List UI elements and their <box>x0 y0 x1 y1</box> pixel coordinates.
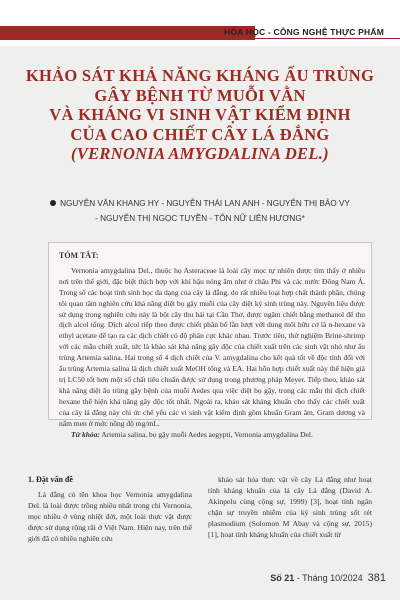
title-line: KHẢO SÁT KHẢ NĂNG KHÁNG ẤU TRÙNG <box>25 66 375 85</box>
abstract-box <box>48 242 372 439</box>
title-line: GÂY BỆNH TỪ MUỖI VẰN <box>94 85 306 105</box>
abstract-label: TÓM TẮT: <box>59 251 99 260</box>
title-line: VÀ KHÁNG VI SINH VẬT KIỂM ĐỊNH <box>49 105 351 124</box>
paragraph: khảo sát hóa thực vật về cây Lá đắng như hoạt tính kháng khuẩn của lá cây Lá đắng (David A. Akinpelu cùng cộng sự, 1999) [3], hoạt tính ngăn chặn sự truyền nhiễm của ký sinh trùng sốt rét plasmodium (Solomon M Abay và cộng sự, 2015) [1], hoạt tính kháng khuẩn của chiết xuất từ <box>208 475 372 539</box>
header-accent-strip <box>0 26 255 40</box>
right-column <box>208 474 372 540</box>
keywords <box>59 430 365 441</box>
page-number: 381 <box>367 572 386 584</box>
issue-date: - Tháng 10/2024 <box>294 573 363 583</box>
issue-number: Số 21 <box>270 573 295 583</box>
author-names: NGUYỄN VĂN KHANG HY - NGUYỄN THÁI LAN ANH - NGUYỄN THỊ BẢO VY <box>60 199 350 208</box>
section-heading: 1. Đặt vấn đề <box>28 475 73 484</box>
paragraph: Lá đắng có tên khoa học Vernonia amygdalina Del. là loài được trồng nhiều nhất trong chi Vernonia, mọc nhiều ở vùng nhiệt đới, một loài thực vật được được sử dụng rộng rãi ở Việt Nam. Hiện nay, trên thế giới đã có nhiều nghiên cứu <box>28 490 192 543</box>
header-rule <box>255 38 400 39</box>
article-title <box>0 66 400 164</box>
title-latin-name: (VERNONIA AMYGDALINA DEL.) <box>71 144 329 163</box>
section-name: HÓA HỌC - CÔNG NGHỆ THỰC PHẨM <box>224 27 384 37</box>
bullet-icon <box>50 200 56 206</box>
page-footer <box>270 572 386 584</box>
author-line: - NGUYỄN THỊ NGỌC TUYỀN - TÔN NỮ LIÊN HƯƠNG* <box>95 214 305 223</box>
keywords-text: Artemia salina, bọ gậy muỗi Aedes aegypti, Vernonia amygdalina Del. <box>101 429 313 439</box>
author-list <box>0 196 400 226</box>
title-line: CỦA CAO CHIẾT CÂY LÁ ĐẮNG <box>70 124 330 144</box>
abstract-text: Vernonia amygdalina Del., thuộc họ Asteraceae là loài cây mọc tự nhiên được tìm thấy ở nhiều nơi trên thế giới, đặc biệt thích hợp với khí hậu nóng ẩm như ở châu Phi và các nước Đông Nam Á. Trong số các hoạt tính sinh học đa dạng của cây lá đắng, do rất nhiều loại hợp chất thành phần, chúng tôi quan tâm nghiên cứu khả năng diệt bọ gậy muỗi của cây diệt ký sinh trùng này. Nguyên liệu được sử dụng trong nghiên cứu này là bột cây thu hái tại Cần Thơ, được ngâm chiết bằng methanol để thu dịch alcol tổng. Dịch alcol tiếp theo được chiết phân bố lần lượt với dung môi hữu cơ là n-hexane và ethyl acetate để tạo ra các dịch chiết có độ phân cực khác nhau. Trước tiên, thử nghiệm Brine-shrimp với các mẫu chiết xuất, tức là khảo sát khả năng gây độc của chiết xuất trên các sinh vật nhỏ như ấu trùng Artemia salina. Hai trong số 4 dịch chiết của V. amygdalina cho kết quả tốt về độc tính đối với ấu trùng Artemia salina là dịch chiết xuất MeOH tổng và EA. Hai hỗn hợp chiết xuất này thể hiện giá trị LC50 tốt hơn một số chất tiêu chuẩn được sử dụng trong phương pháp Meyer. Tiếp theo, khảo sát khả năng diệt ấu trùng gây bệnh của muỗi Aedes qua việc diệt bọ gậy, trong các mẫu thì dịch chiết hexane thể hiện khả năng gây độc tốt nhất. Ngoài ra, khảo sát kháng khuẩn cho thấy các chiết xuất của cây lá đắng này chỉ ức chế yếu các vi sinh vật kiểm định gồm khuẩn Gram âm, Gram dương và nấm men ở mức nồng độ mg/mL. <box>59 265 365 428</box>
left-column <box>28 474 192 544</box>
keywords-label: Từ khóa: <box>71 429 100 439</box>
author-line <box>0 196 400 211</box>
